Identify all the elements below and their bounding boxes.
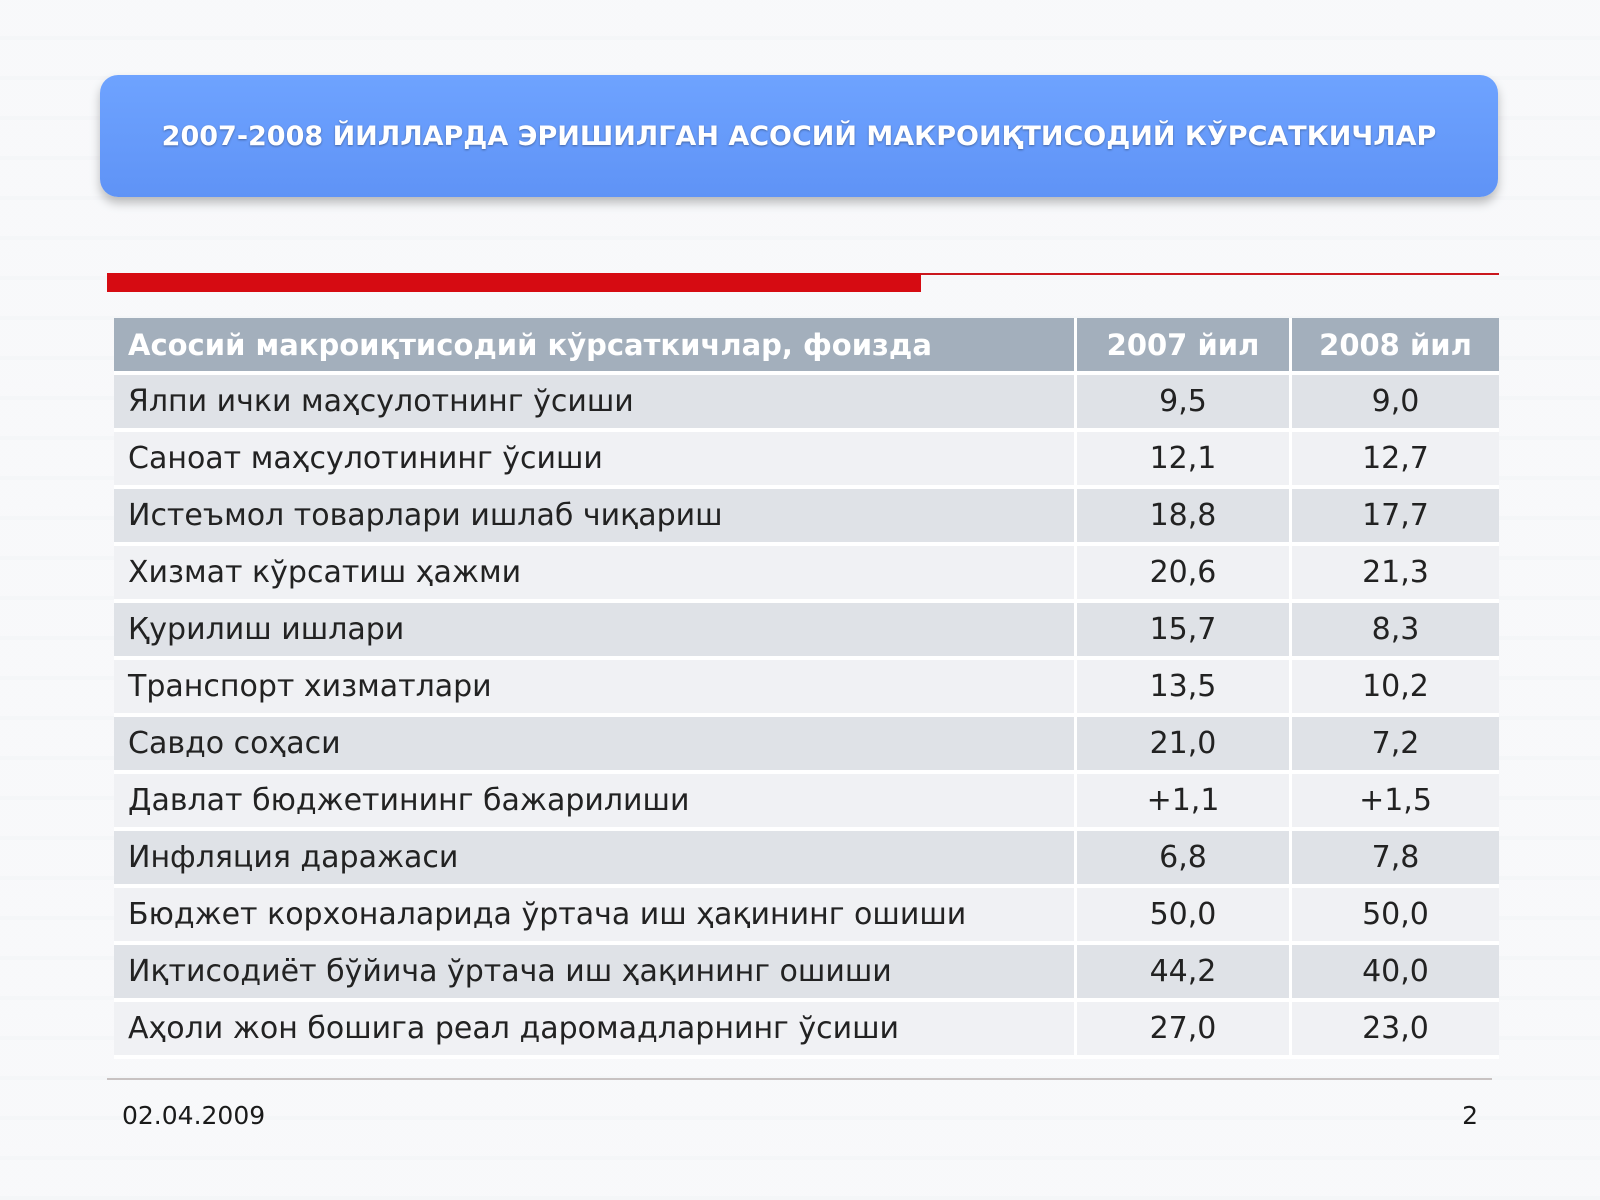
indicators-table xyxy=(114,318,1499,1059)
cell-indicator-name: Аҳоли жон бошига реал даромадларнинг ўсиши xyxy=(114,1002,1074,1059)
column-header-indicator: Асосий макроиқтисодий кўрсаткичлар, фоизда xyxy=(114,318,1074,375)
cell-value-2008: 10,2 xyxy=(1289,660,1499,717)
table-row xyxy=(114,945,1499,1002)
cell-value-2007: +1,1 xyxy=(1074,774,1289,831)
cell-value-2007: 6,8 xyxy=(1074,831,1289,888)
cell-indicator-name: Давлат бюджетининг бажарилиши xyxy=(114,774,1074,831)
column-header-2008: 2008 йил xyxy=(1289,318,1499,375)
cell-indicator-name: Савдо соҳаси xyxy=(114,717,1074,774)
cell-value-2007: 15,7 xyxy=(1074,603,1289,660)
cell-value-2008: 17,7 xyxy=(1289,489,1499,546)
table-row xyxy=(114,660,1499,717)
table-row xyxy=(114,546,1499,603)
table-header-row xyxy=(114,318,1499,375)
table-body xyxy=(114,375,1499,1059)
table-row xyxy=(114,831,1499,888)
cell-value-2007: 18,8 xyxy=(1074,489,1289,546)
cell-value-2007: 12,1 xyxy=(1074,432,1289,489)
column-header-2007: 2007 йил xyxy=(1074,318,1289,375)
table-row xyxy=(114,888,1499,945)
footer-date: 02.04.2009 xyxy=(122,1101,266,1130)
cell-value-2008: 7,2 xyxy=(1289,717,1499,774)
table-row xyxy=(114,717,1499,774)
cell-value-2007: 13,5 xyxy=(1074,660,1289,717)
cell-indicator-name: Инфляция даражаси xyxy=(114,831,1074,888)
cell-value-2008: +1,5 xyxy=(1289,774,1499,831)
cell-indicator-name: Қурилиш ишлари xyxy=(114,603,1074,660)
page-number: 2 xyxy=(1462,1101,1478,1130)
slide-title: 2007-2008 ЙИЛЛАРДА ЭРИШИЛГАН АСОСИЙ МАКРОИҚТИСОДИЙ КЎРСАТКИЧЛАР xyxy=(161,120,1437,152)
cell-value-2008: 7,8 xyxy=(1289,831,1499,888)
cell-value-2007: 50,0 xyxy=(1074,888,1289,945)
cell-indicator-name: Истеъмол товарлари ишлаб чиқариш xyxy=(114,489,1074,546)
table-row xyxy=(114,375,1499,432)
cell-indicator-name: Бюджет корхоналарида ўртача иш ҳақининг ошиши xyxy=(114,888,1074,945)
table-row xyxy=(114,432,1499,489)
cell-indicator-name: Транспорт хизматлари xyxy=(114,660,1074,717)
cell-value-2008: 9,0 xyxy=(1289,375,1499,432)
cell-indicator-name: Иқтисодиёт бўйича ўртача иш ҳақининг ошиши xyxy=(114,945,1074,1002)
footer-divider xyxy=(107,1078,1492,1080)
cell-value-2008: 12,7 xyxy=(1289,432,1499,489)
cell-value-2007: 21,0 xyxy=(1074,717,1289,774)
accent-line xyxy=(921,273,1499,275)
cell-value-2007: 44,2 xyxy=(1074,945,1289,1002)
cell-value-2007: 9,5 xyxy=(1074,375,1289,432)
cell-value-2008: 50,0 xyxy=(1289,888,1499,945)
table-row xyxy=(114,489,1499,546)
cell-indicator-name: Саноат маҳсулотининг ўсиши xyxy=(114,432,1074,489)
cell-value-2008: 40,0 xyxy=(1289,945,1499,1002)
accent-bar xyxy=(107,273,921,292)
table-row xyxy=(114,1002,1499,1059)
cell-indicator-name: Хизмат кўрсатиш ҳажми xyxy=(114,546,1074,603)
cell-value-2008: 23,0 xyxy=(1289,1002,1499,1059)
cell-indicator-name: Ялпи ички маҳсулотнинг ўсиши xyxy=(114,375,1074,432)
table-row xyxy=(114,774,1499,831)
cell-value-2007: 27,0 xyxy=(1074,1002,1289,1059)
cell-value-2008: 8,3 xyxy=(1289,603,1499,660)
title-banner xyxy=(100,75,1498,197)
cell-value-2008: 21,3 xyxy=(1289,546,1499,603)
table-row xyxy=(114,603,1499,660)
cell-value-2007: 20,6 xyxy=(1074,546,1289,603)
